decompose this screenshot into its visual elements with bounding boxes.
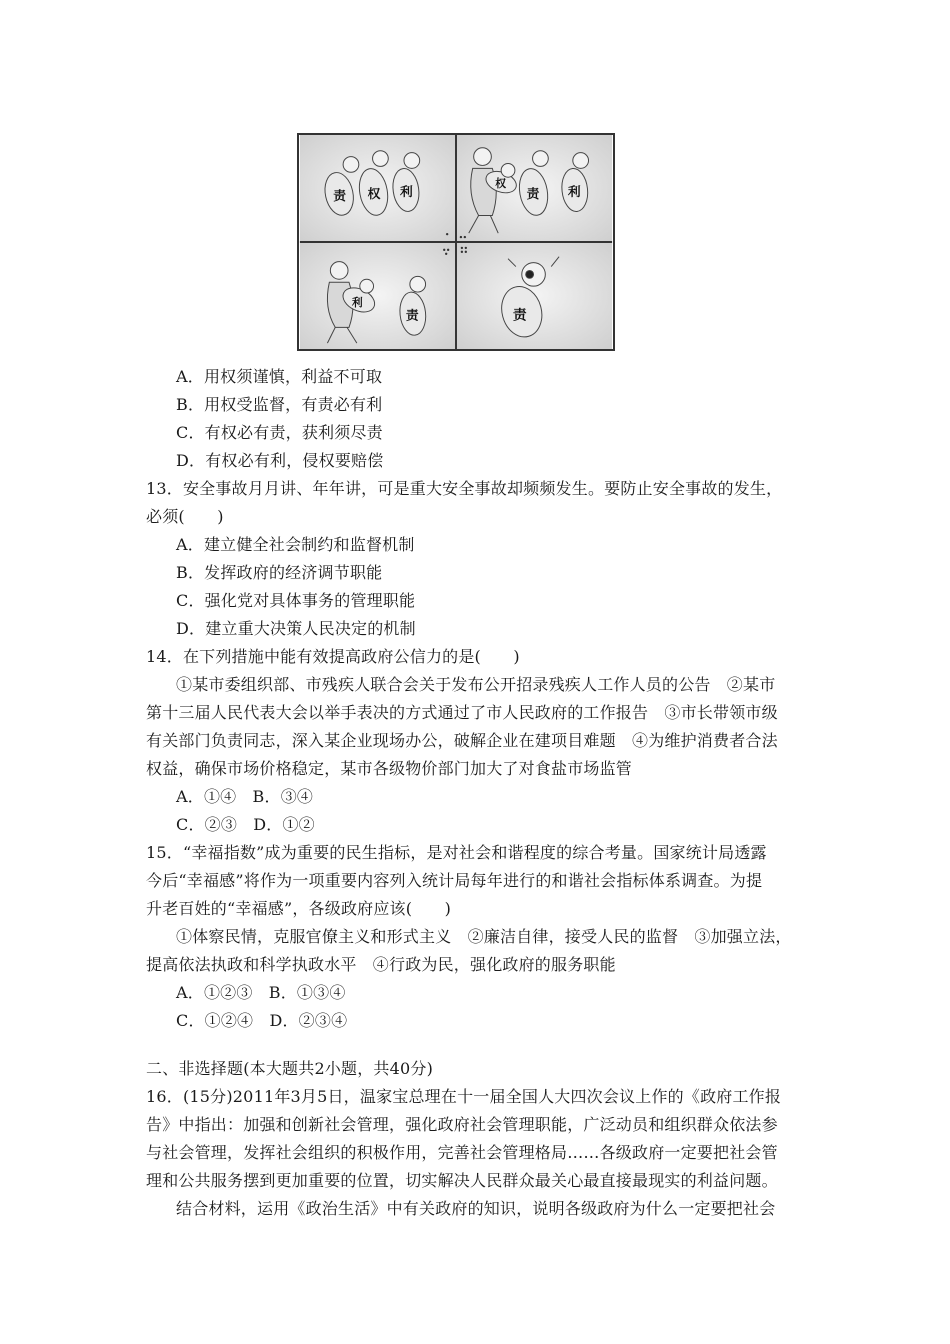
q14-body-line-2: 第十三届人民代表大会以举手表决的方式通过了市人民政府的工作报告 ③市长带领市级 [146,703,778,722]
word-bl-1: 利 [351,295,363,309]
word-bl-2: 责 [405,308,419,324]
q15-stem-line-3: 升老百姓的“幸福感”，各级政府应该( ) [146,899,452,918]
q12-option-a: A．用权须谨慎，利益不可取 [176,367,383,386]
q13-option-a: A．建立健全社会制约和监督机制 [176,535,415,554]
q15-stem-line-2: 今后“幸福感”将作为一项重要内容列入统计局每年进行的和谐社会指标体系调查。为提 [146,871,763,890]
q13-option-d: D．建立重大决策人民决定的机制 [176,619,416,638]
q16-body-line-3: 与社会管理，发挥社会组织的积极作用，完善社会管理格局……各级政府一定要把社会管 [146,1143,778,1162]
q14-body-line-4: 权益，确保市场价格稳定，某市各级物价部门加大了对食盐市场监管 [146,759,633,778]
q14-stem: 14．在下列措施中能有效提高政府公信力的是( ) [146,647,520,666]
cartoon-figure [297,133,615,351]
cartoon-illustration [299,135,613,349]
word-tr-3: 利 [567,184,581,200]
q15-body-line-1: ①体察民情，克服官僚主义和形式主义 ②廉洁自律，接受人民的监督 ③加强立法， [176,927,792,946]
q13-option-b: B．发挥政府的经济调节职能 [176,563,383,582]
q13-stem-line-1: 13．安全事故月月讲、年年讲，可是重大安全事故却频频发生。要防止安全事故的发生， [146,479,783,498]
q16-body-line-1: 16．(15分)2011年3月5日，温家宝总理在十一届全国人大四次会议上作的《政府工作报 [146,1087,782,1106]
q16-body-line-2: 告》中指出：加强和创新社会管理，强化政府社会管理职能，广泛动员和组织群众依法参 [146,1115,778,1134]
q15-options-line-1: A．①②③ B．①③④ [176,983,346,1002]
q15-stem-line-1: 15．“幸福指数”成为重要的民生指标，是对社会和谐程度的综合考量。国家统计局透露 [146,843,767,862]
q13-stem-line-2: 必须( ) [146,507,224,526]
q12-option-b: B．用权受监督，有责必有利 [176,395,383,414]
q12-option-c: C．有权必有责，获利须尽责 [176,423,383,442]
word-tl-2: 权 [367,186,381,202]
q16-task-line: 结合材料，运用《政治生活》中有关政府的知识，说明各级政府为什么一定要把社会 [176,1199,776,1218]
q13-option-c: C．强化党对具体事务的管理职能 [176,591,416,610]
q12-option-d: D．有权必有利，侵权要赔偿 [176,451,384,470]
word-tr-1: 权 [495,177,507,191]
word-tl-1: 责 [333,188,347,204]
q15-body-line-2: 提高依法执政和科学执政水平 ④行政为民，强化政府的服务职能 [146,955,616,974]
q14-body-line-3: 有关部门负责同志，深入某企业现场办公，破解企业在建项目难题 ④为维护消费者合法 [146,731,778,750]
q16-body-line-4: 理和公共服务摆到更加重要的位置，切实解决人民群众最关心最直接最现实的利益问题。 [146,1171,778,1190]
word-tl-3: 利 [400,184,413,200]
q14-options-line-2: C．②③ D．①② [176,815,315,834]
q14-body-line-1: ①某市委组织部、市残疾人联合会关于发布公开招录残疾人工作人员的公告 ②某市 [176,675,776,694]
q14-options-line-1: A．①④ B．③④ [176,787,314,806]
word-br-1: 责 [512,307,527,324]
q15-options-line-2: C．①②④ D．②③④ [176,1011,348,1030]
word-tr-2: 责 [526,186,540,202]
section-2-heading: 二、非选择题(本大题共2小题，共40分) [146,1059,434,1078]
